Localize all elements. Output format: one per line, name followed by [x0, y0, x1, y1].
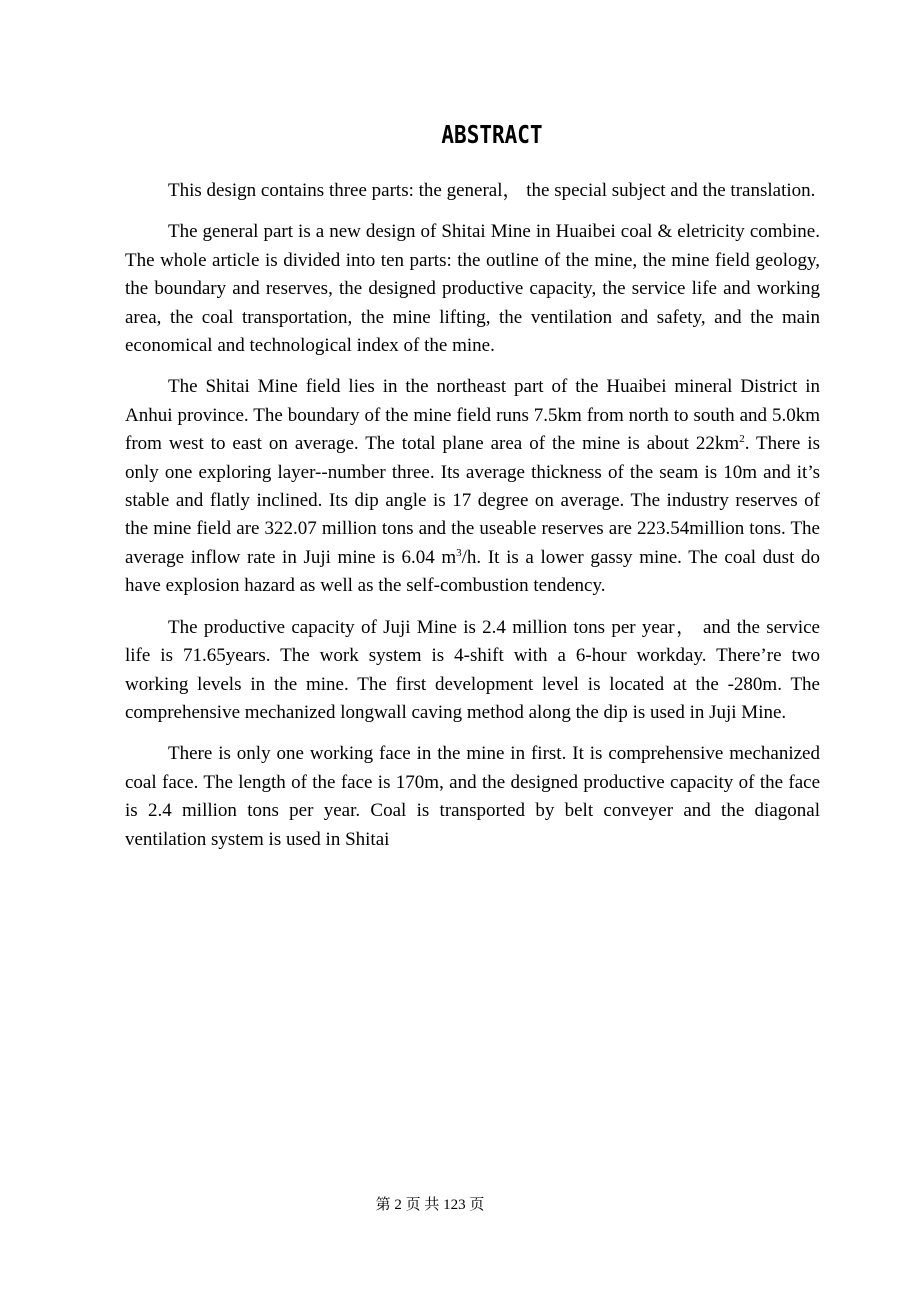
paragraph-3-part-a: The Shitai Mine field lies in the northeast part of the Huaibei mineral District in Anhui province. The boundary of the mine field runs 7.5km from north to south and 5.0km from west to east on average. The total plane area of the mine is about 22km	[125, 376, 820, 455]
paragraph-2: The general part is a new design of Shitai Mine in Huaibei coal & eletricity combine. The whole article is divided into ten parts: the outline of the mine, the mine field geology, the boundary and reserves, the designed productive capacity, the service life and working area, the coal transportation, the mine lifting, the ventilation and safety, and the main economical and technological index of the mine.	[125, 221, 820, 357]
paragraph-3	[125, 373, 820, 600]
superscript-cubed: 3	[456, 546, 462, 559]
paragraph-3-part-b: . There is only one exploring layer--number three. Its average thickness of the seam is 10m and it’s stable and flatly inclined. Its dip angle is 17 degree on average. The industry reserves of the mine field are 322.07 million tons and the useable reserves are 223.54million tons. The average inflow rate in Juji mine is 6.04 m	[125, 433, 820, 568]
paragraph-5: There is only one working face in the mine in first. It is comprehensive mechanized coal face. The length of the face is 170m, and the designed productive capacity of the face is 2.4 million tons per year. Coal is transported by belt conveyer and the diagonal ventilation system is used in Shitai	[125, 743, 820, 850]
paragraph-1: This design contains three parts: the general， the special subject and the translation.	[168, 180, 816, 201]
abstract-body	[125, 177, 820, 867]
page-number-footer: 第 2 页 共 123 页	[375, 1197, 485, 1213]
superscript-squared: 2	[739, 433, 745, 446]
paragraph-4: The productive capacity of Juji Mine is 2.4 million tons per year， and the service life is 71.65years. The work system is 4-shift with a 6-hour workday. There’re two working levels in the mine. The first development level is located at the -280m. The comprehensive mechanized longwall caving method along the dip is used in Juji Mine.	[125, 616, 820, 723]
page-title: ABSTRACT	[441, 120, 543, 149]
paragraph-3-part-c: /h. It is a lower gassy mine. The coal dust do have explosion hazard as well as the self-combustion tendency.	[125, 546, 820, 597]
